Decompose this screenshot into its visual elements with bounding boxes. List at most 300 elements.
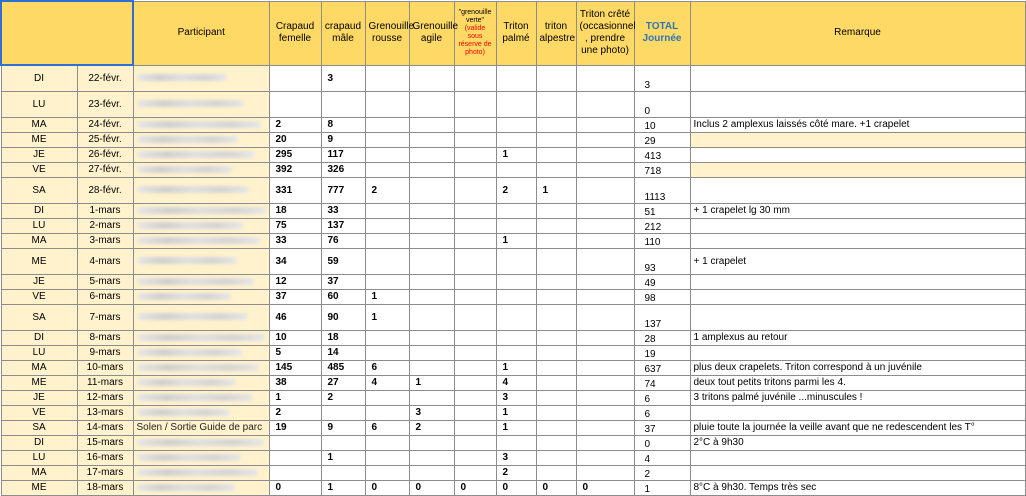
- cell-triton-palme[interactable]: [496, 91, 536, 117]
- cell-total[interactable]: 1: [634, 480, 690, 495]
- cell-triton-crete[interactable]: [576, 274, 634, 289]
- col-grenouille-rousse[interactable]: Grenouille rousse: [365, 1, 409, 65]
- cell-crapaud-femelle[interactable]: 10: [269, 330, 321, 345]
- cell-remarque[interactable]: [690, 233, 1025, 248]
- cell-total[interactable]: 19: [634, 345, 690, 360]
- cell-remarque[interactable]: [690, 65, 1025, 91]
- cell-triton-alpestre[interactable]: [536, 405, 576, 420]
- cell-triton-crete[interactable]: [576, 162, 634, 177]
- cell-crapaud-femelle[interactable]: 2: [269, 405, 321, 420]
- cell-grenouille-verte[interactable]: [454, 360, 496, 375]
- col-triton-crete[interactable]: Triton crêté (occasionnel , prendre une photo): [576, 1, 634, 65]
- cell-date[interactable]: 15-mars: [77, 435, 133, 450]
- cell-triton-crete[interactable]: [576, 420, 634, 435]
- cell-remarque[interactable]: [690, 289, 1025, 304]
- cell-grenouille-verte[interactable]: [454, 274, 496, 289]
- cell-grenouille-agile[interactable]: [409, 450, 454, 465]
- col-triton-palme[interactable]: Triton palmé: [496, 1, 536, 65]
- cell-triton-palme[interactable]: 2: [496, 465, 536, 480]
- cell-total[interactable]: 3: [634, 65, 690, 91]
- cell-grenouille-rousse[interactable]: 4: [365, 375, 409, 390]
- cell-total[interactable]: 110: [634, 233, 690, 248]
- cell-participant[interactable]: [133, 465, 269, 480]
- cell-day[interactable]: LU: [1, 218, 77, 233]
- cell-remarque[interactable]: deux tout petits tritons parmi les 4.: [690, 375, 1025, 390]
- cell-day[interactable]: SA: [1, 304, 77, 330]
- cell-participant[interactable]: [133, 203, 269, 218]
- cell-remarque[interactable]: [690, 304, 1025, 330]
- cell-grenouille-rousse[interactable]: [365, 274, 409, 289]
- cell-crapaud-male[interactable]: 2: [321, 390, 365, 405]
- cell-triton-crete[interactable]: [576, 330, 634, 345]
- cell-crapaud-male[interactable]: 137: [321, 218, 365, 233]
- cell-crapaud-male[interactable]: 90: [321, 304, 365, 330]
- cell-day[interactable]: MA: [1, 233, 77, 248]
- cell-grenouille-rousse[interactable]: [365, 405, 409, 420]
- cell-triton-palme[interactable]: [496, 304, 536, 330]
- cell-triton-palme[interactable]: [496, 274, 536, 289]
- cell-grenouille-rousse[interactable]: [365, 132, 409, 147]
- cell-participant[interactable]: [133, 248, 269, 274]
- cell-crapaud-femelle[interactable]: 0: [269, 480, 321, 495]
- cell-remarque[interactable]: + 1 crapelet lg 30 mm: [690, 203, 1025, 218]
- cell-grenouille-rousse[interactable]: [365, 162, 409, 177]
- cell-remarque[interactable]: [690, 132, 1025, 147]
- cell-remarque[interactable]: 8°C à 9h30. Temps très sec: [690, 480, 1025, 495]
- cell-grenouille-verte[interactable]: 0: [454, 480, 496, 495]
- cell-total[interactable]: 6: [634, 405, 690, 420]
- cell-date[interactable]: 28-févr.: [77, 177, 133, 203]
- cell-participant[interactable]: [133, 218, 269, 233]
- cell-triton-alpestre[interactable]: [536, 203, 576, 218]
- cell-grenouille-agile[interactable]: [409, 465, 454, 480]
- cell-remarque[interactable]: 1 amplexus au retour: [690, 330, 1025, 345]
- cell-triton-alpestre[interactable]: 0: [536, 480, 576, 495]
- cell-grenouille-agile[interactable]: [409, 274, 454, 289]
- cell-total[interactable]: 98: [634, 289, 690, 304]
- cell-grenouille-agile[interactable]: [409, 233, 454, 248]
- cell-grenouille-agile[interactable]: [409, 390, 454, 405]
- cell-grenouille-rousse[interactable]: [365, 248, 409, 274]
- cell-grenouille-rousse[interactable]: [365, 91, 409, 117]
- cell-remarque[interactable]: [690, 465, 1025, 480]
- cell-date[interactable]: 3-mars: [77, 233, 133, 248]
- cell-day[interactable]: SA: [1, 177, 77, 203]
- cell-total[interactable]: 10: [634, 117, 690, 132]
- cell-grenouille-rousse[interactable]: [365, 218, 409, 233]
- cell-crapaud-male[interactable]: 14: [321, 345, 365, 360]
- cell-crapaud-femelle[interactable]: 331: [269, 177, 321, 203]
- cell-triton-crete[interactable]: [576, 65, 634, 91]
- cell-grenouille-verte[interactable]: [454, 420, 496, 435]
- cell-crapaud-male[interactable]: 1: [321, 480, 365, 495]
- cell-triton-crete[interactable]: 0: [576, 480, 634, 495]
- cell-grenouille-rousse[interactable]: 1: [365, 304, 409, 330]
- cell-triton-palme[interactable]: 1: [496, 360, 536, 375]
- cell-triton-alpestre[interactable]: [536, 274, 576, 289]
- cell-participant[interactable]: [133, 91, 269, 117]
- cell-total[interactable]: 37: [634, 420, 690, 435]
- cell-triton-palme[interactable]: [496, 345, 536, 360]
- cell-day[interactable]: MA: [1, 360, 77, 375]
- cell-grenouille-agile[interactable]: 2: [409, 420, 454, 435]
- cell-total[interactable]: 718: [634, 162, 690, 177]
- col-participant[interactable]: Participant: [133, 1, 269, 65]
- cell-grenouille-verte[interactable]: [454, 304, 496, 330]
- cell-triton-palme[interactable]: [496, 435, 536, 450]
- cell-triton-palme[interactable]: 4: [496, 375, 536, 390]
- cell-crapaud-femelle[interactable]: 1: [269, 390, 321, 405]
- cell-grenouille-verte[interactable]: [454, 91, 496, 117]
- cell-day[interactable]: VE: [1, 162, 77, 177]
- cell-date[interactable]: 17-mars: [77, 465, 133, 480]
- cell-participant[interactable]: [133, 65, 269, 91]
- cell-triton-crete[interactable]: [576, 435, 634, 450]
- cell-participant[interactable]: [133, 274, 269, 289]
- cell-day[interactable]: MA: [1, 465, 77, 480]
- cell-triton-alpestre[interactable]: [536, 345, 576, 360]
- cell-day[interactable]: ME: [1, 375, 77, 390]
- cell-date[interactable]: 18-mars: [77, 480, 133, 495]
- cell-grenouille-agile[interactable]: [409, 147, 454, 162]
- cell-remarque[interactable]: [690, 345, 1025, 360]
- cell-triton-crete[interactable]: [576, 375, 634, 390]
- cell-crapaud-male[interactable]: 3: [321, 65, 365, 91]
- cell-day[interactable]: DI: [1, 65, 77, 91]
- cell-grenouille-rousse[interactable]: 6: [365, 420, 409, 435]
- cell-day[interactable]: DI: [1, 435, 77, 450]
- cell-remarque[interactable]: 3 tritons palmé juvénile ...minuscules !: [690, 390, 1025, 405]
- cell-triton-alpestre[interactable]: [536, 360, 576, 375]
- cell-triton-alpestre[interactable]: 1: [536, 177, 576, 203]
- cell-date[interactable]: 22-févr.: [77, 65, 133, 91]
- cell-total[interactable]: 29: [634, 132, 690, 147]
- cell-day[interactable]: DI: [1, 330, 77, 345]
- cell-triton-palme[interactable]: 1: [496, 233, 536, 248]
- cell-total[interactable]: 137: [634, 304, 690, 330]
- cell-grenouille-verte[interactable]: [454, 177, 496, 203]
- cell-total[interactable]: 74: [634, 375, 690, 390]
- cell-grenouille-rousse[interactable]: [365, 65, 409, 91]
- cell-crapaud-male[interactable]: 37: [321, 274, 365, 289]
- cell-grenouille-verte[interactable]: [454, 117, 496, 132]
- col-grenouille-agile[interactable]: Grenouille agile: [409, 1, 454, 65]
- cell-grenouille-agile[interactable]: [409, 91, 454, 117]
- cell-grenouille-verte[interactable]: [454, 465, 496, 480]
- cell-remarque[interactable]: [690, 405, 1025, 420]
- cell-grenouille-verte[interactable]: [454, 405, 496, 420]
- cell-triton-palme[interactable]: 2: [496, 177, 536, 203]
- cell-grenouille-agile[interactable]: 3: [409, 405, 454, 420]
- cell-day[interactable]: VE: [1, 405, 77, 420]
- cell-triton-palme[interactable]: [496, 289, 536, 304]
- cell-crapaud-male[interactable]: 27: [321, 375, 365, 390]
- cell-triton-crete[interactable]: [576, 147, 634, 162]
- cell-triton-crete[interactable]: [576, 289, 634, 304]
- cell-grenouille-rousse[interactable]: [365, 147, 409, 162]
- cell-triton-crete[interactable]: [576, 117, 634, 132]
- cell-total[interactable]: 2: [634, 465, 690, 480]
- cell-day[interactable]: DI: [1, 203, 77, 218]
- col-crapaud-male[interactable]: crapaud mâle: [321, 1, 365, 65]
- cell-participant[interactable]: [133, 450, 269, 465]
- cell-crapaud-male[interactable]: 59: [321, 248, 365, 274]
- cell-participant[interactable]: [133, 420, 269, 435]
- cell-grenouille-rousse[interactable]: 1: [365, 289, 409, 304]
- cell-triton-crete[interactable]: [576, 304, 634, 330]
- cell-triton-crete[interactable]: [576, 218, 634, 233]
- cell-grenouille-verte[interactable]: [454, 233, 496, 248]
- cell-grenouille-verte[interactable]: [454, 390, 496, 405]
- cell-triton-alpestre[interactable]: [536, 420, 576, 435]
- cell-grenouille-rousse[interactable]: [365, 203, 409, 218]
- cell-crapaud-male[interactable]: 60: [321, 289, 365, 304]
- cell-participant[interactable]: [133, 304, 269, 330]
- cell-remarque[interactable]: [690, 177, 1025, 203]
- cell-grenouille-agile[interactable]: [409, 203, 454, 218]
- cell-participant[interactable]: [133, 405, 269, 420]
- cell-total[interactable]: 93: [634, 248, 690, 274]
- cell-triton-palme[interactable]: 1: [496, 405, 536, 420]
- cell-date[interactable]: 24-févr.: [77, 117, 133, 132]
- cell-grenouille-agile[interactable]: [409, 65, 454, 91]
- cell-triton-crete[interactable]: [576, 91, 634, 117]
- cell-date[interactable]: 10-mars: [77, 360, 133, 375]
- cell-triton-crete[interactable]: [576, 132, 634, 147]
- cell-crapaud-femelle[interactable]: 295: [269, 147, 321, 162]
- cell-remarque[interactable]: [690, 450, 1025, 465]
- cell-grenouille-agile[interactable]: [409, 360, 454, 375]
- cell-date[interactable]: 16-mars: [77, 450, 133, 465]
- cell-grenouille-agile[interactable]: [409, 218, 454, 233]
- cell-crapaud-femelle[interactable]: 75: [269, 218, 321, 233]
- col-total[interactable]: [634, 1, 690, 65]
- cell-triton-palme[interactable]: 3: [496, 450, 536, 465]
- cell-triton-crete[interactable]: [576, 177, 634, 203]
- cell-triton-alpestre[interactable]: [536, 132, 576, 147]
- cell-crapaud-femelle[interactable]: 5: [269, 345, 321, 360]
- cell-date[interactable]: 8-mars: [77, 330, 133, 345]
- cell-grenouille-verte[interactable]: [454, 289, 496, 304]
- cell-triton-alpestre[interactable]: [536, 162, 576, 177]
- cell-crapaud-male[interactable]: 777: [321, 177, 365, 203]
- cell-day[interactable]: ME: [1, 480, 77, 495]
- cell-triton-crete[interactable]: [576, 390, 634, 405]
- cell-triton-alpestre[interactable]: [536, 450, 576, 465]
- cell-grenouille-rousse[interactable]: [365, 390, 409, 405]
- cell-triton-palme[interactable]: [496, 203, 536, 218]
- cell-triton-alpestre[interactable]: [536, 435, 576, 450]
- cell-crapaud-femelle[interactable]: 33: [269, 233, 321, 248]
- cell-remarque[interactable]: [690, 162, 1025, 177]
- cell-participant[interactable]: [133, 117, 269, 132]
- cell-crapaud-male[interactable]: 1: [321, 450, 365, 465]
- cell-crapaud-male[interactable]: 485: [321, 360, 365, 375]
- cell-total[interactable]: 212: [634, 218, 690, 233]
- cell-grenouille-verte[interactable]: [454, 450, 496, 465]
- cell-triton-alpestre[interactable]: [536, 233, 576, 248]
- cell-triton-palme[interactable]: 1: [496, 147, 536, 162]
- cell-date[interactable]: 4-mars: [77, 248, 133, 274]
- cell-triton-alpestre[interactable]: [536, 218, 576, 233]
- cell-grenouille-rousse[interactable]: 0: [365, 480, 409, 495]
- cell-day[interactable]: JE: [1, 390, 77, 405]
- cell-date[interactable]: 23-févr.: [77, 91, 133, 117]
- cell-triton-crete[interactable]: [576, 405, 634, 420]
- cell-crapaud-male[interactable]: 18: [321, 330, 365, 345]
- cell-participant[interactable]: [133, 360, 269, 375]
- cell-date[interactable]: 7-mars: [77, 304, 133, 330]
- cell-crapaud-femelle[interactable]: 392: [269, 162, 321, 177]
- cell-grenouille-verte[interactable]: [454, 248, 496, 274]
- cell-triton-palme[interactable]: 0: [496, 480, 536, 495]
- cell-date[interactable]: 5-mars: [77, 274, 133, 289]
- cell-participant[interactable]: [133, 330, 269, 345]
- cell-triton-palme[interactable]: [496, 117, 536, 132]
- cell-crapaud-male[interactable]: 76: [321, 233, 365, 248]
- cell-grenouille-agile[interactable]: [409, 345, 454, 360]
- cell-day[interactable]: ME: [1, 132, 77, 147]
- cell-grenouille-agile[interactable]: [409, 177, 454, 203]
- cell-total[interactable]: 637: [634, 360, 690, 375]
- cell-triton-alpestre[interactable]: [536, 117, 576, 132]
- cell-grenouille-rousse[interactable]: [365, 450, 409, 465]
- cell-day[interactable]: ME: [1, 248, 77, 274]
- cell-triton-palme[interactable]: [496, 218, 536, 233]
- cell-day[interactable]: VE: [1, 289, 77, 304]
- cell-participant[interactable]: [133, 435, 269, 450]
- cell-total[interactable]: 51: [634, 203, 690, 218]
- cell-crapaud-femelle[interactable]: 46: [269, 304, 321, 330]
- cell-triton-palme[interactable]: [496, 248, 536, 274]
- cell-total[interactable]: 28: [634, 330, 690, 345]
- cell-grenouille-agile[interactable]: 1: [409, 375, 454, 390]
- cell-grenouille-rousse[interactable]: [365, 465, 409, 480]
- cell-crapaud-femelle[interactable]: 18: [269, 203, 321, 218]
- cell-day[interactable]: JE: [1, 147, 77, 162]
- cell-grenouille-agile[interactable]: [409, 330, 454, 345]
- cell-triton-palme[interactable]: 3: [496, 390, 536, 405]
- cell-day[interactable]: LU: [1, 450, 77, 465]
- cell-crapaud-male[interactable]: 9: [321, 132, 365, 147]
- cell-crapaud-femelle[interactable]: [269, 91, 321, 117]
- cell-crapaud-femelle[interactable]: 19: [269, 420, 321, 435]
- cell-crapaud-male[interactable]: [321, 91, 365, 117]
- cell-date[interactable]: 14-mars: [77, 420, 133, 435]
- cell-total[interactable]: 0: [634, 435, 690, 450]
- cell-total[interactable]: 413: [634, 147, 690, 162]
- cell-triton-crete[interactable]: [576, 465, 634, 480]
- cell-triton-alpestre[interactable]: [536, 65, 576, 91]
- cell-crapaud-male[interactable]: [321, 435, 365, 450]
- cell-date[interactable]: 11-mars: [77, 375, 133, 390]
- cell-triton-alpestre[interactable]: [536, 248, 576, 274]
- cell-participant[interactable]: [133, 345, 269, 360]
- col-triton-alpestre[interactable]: triton alpestre: [536, 1, 576, 65]
- cell-triton-alpestre[interactable]: [536, 330, 576, 345]
- cell-total[interactable]: 1113: [634, 177, 690, 203]
- cell-grenouille-rousse[interactable]: [365, 117, 409, 132]
- cell-grenouille-verte[interactable]: [454, 218, 496, 233]
- cell-crapaud-male[interactable]: 326: [321, 162, 365, 177]
- cell-remarque[interactable]: [690, 218, 1025, 233]
- cell-date[interactable]: 26-févr.: [77, 147, 133, 162]
- cell-day[interactable]: JE: [1, 274, 77, 289]
- cell-grenouille-rousse[interactable]: 2: [365, 177, 409, 203]
- cell-grenouille-rousse[interactable]: [365, 345, 409, 360]
- cell-crapaud-femelle[interactable]: [269, 435, 321, 450]
- cell-crapaud-male[interactable]: 33: [321, 203, 365, 218]
- cell-remarque[interactable]: [690, 274, 1025, 289]
- cell-triton-alpestre[interactable]: [536, 289, 576, 304]
- cell-triton-crete[interactable]: [576, 203, 634, 218]
- cell-crapaud-male[interactable]: 8: [321, 117, 365, 132]
- selected-header-cell[interactable]: [1, 1, 133, 65]
- cell-grenouille-verte[interactable]: [454, 162, 496, 177]
- cell-triton-alpestre[interactable]: [536, 147, 576, 162]
- cell-triton-palme[interactable]: [496, 330, 536, 345]
- cell-triton-crete[interactable]: [576, 450, 634, 465]
- cell-crapaud-male[interactable]: [321, 465, 365, 480]
- cell-grenouille-verte[interactable]: [454, 65, 496, 91]
- cell-crapaud-femelle[interactable]: 145: [269, 360, 321, 375]
- cell-crapaud-femelle[interactable]: 12: [269, 274, 321, 289]
- cell-grenouille-agile[interactable]: [409, 435, 454, 450]
- cell-total[interactable]: 49: [634, 274, 690, 289]
- cell-total[interactable]: 4: [634, 450, 690, 465]
- col-remarque[interactable]: Remarque: [690, 1, 1025, 65]
- cell-date[interactable]: 2-mars: [77, 218, 133, 233]
- cell-grenouille-verte[interactable]: [454, 435, 496, 450]
- cell-grenouille-verte[interactable]: [454, 147, 496, 162]
- cell-remarque[interactable]: Inclus 2 amplexus laissés côté mare. +1 crapelet: [690, 117, 1025, 132]
- cell-crapaud-femelle[interactable]: 37: [269, 289, 321, 304]
- cell-triton-crete[interactable]: [576, 360, 634, 375]
- cell-remarque[interactable]: 2°C à 9h30: [690, 435, 1025, 450]
- cell-remarque[interactable]: [690, 91, 1025, 117]
- cell-day[interactable]: MA: [1, 117, 77, 132]
- cell-crapaud-male[interactable]: 117: [321, 147, 365, 162]
- cell-participant[interactable]: [133, 233, 269, 248]
- cell-participant[interactable]: [133, 480, 269, 495]
- cell-grenouille-rousse[interactable]: 6: [365, 360, 409, 375]
- cell-triton-crete[interactable]: [576, 233, 634, 248]
- cell-triton-crete[interactable]: [576, 248, 634, 274]
- col-grenouille-verte[interactable]: [454, 1, 496, 65]
- cell-remarque[interactable]: [690, 147, 1025, 162]
- cell-triton-palme[interactable]: 1: [496, 420, 536, 435]
- cell-remarque[interactable]: plus deux crapelets. Triton correspond à un juvénile: [690, 360, 1025, 375]
- cell-triton-alpestre[interactable]: [536, 304, 576, 330]
- cell-date[interactable]: 1-mars: [77, 203, 133, 218]
- cell-triton-palme[interactable]: [496, 162, 536, 177]
- cell-grenouille-verte[interactable]: [454, 330, 496, 345]
- cell-day[interactable]: LU: [1, 345, 77, 360]
- cell-participant[interactable]: [133, 162, 269, 177]
- cell-grenouille-rousse[interactable]: [365, 330, 409, 345]
- cell-triton-alpestre[interactable]: [536, 375, 576, 390]
- cell-date[interactable]: 12-mars: [77, 390, 133, 405]
- cell-grenouille-agile[interactable]: [409, 248, 454, 274]
- cell-grenouille-rousse[interactable]: [365, 435, 409, 450]
- cell-grenouille-agile[interactable]: [409, 304, 454, 330]
- cell-crapaud-femelle[interactable]: [269, 450, 321, 465]
- cell-triton-crete[interactable]: [576, 345, 634, 360]
- cell-date[interactable]: 9-mars: [77, 345, 133, 360]
- cell-crapaud-femelle[interactable]: [269, 65, 321, 91]
- cell-crapaud-femelle[interactable]: 38: [269, 375, 321, 390]
- cell-remarque[interactable]: + 1 crapelet: [690, 248, 1025, 274]
